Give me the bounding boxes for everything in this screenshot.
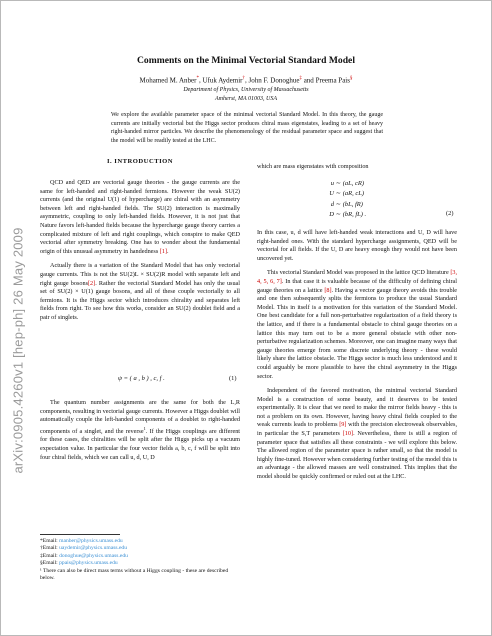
- author-separator: ,: [244, 76, 249, 85]
- equation-rhs: (bR, fL) .: [342, 210, 367, 218]
- footnote-rule: [40, 534, 120, 535]
- paragraph-text: .: [167, 247, 169, 255]
- footnote-label: †Email:: [40, 545, 60, 552]
- paragraph-text: . In that case it is valuable because of the difficulty of defining chiral gauge theories on a lattice: [257, 277, 458, 294]
- equation-row: u ∼ (aL, cR): [322, 179, 392, 189]
- affiliation-city: Amherst, MA 01003, USA: [214, 96, 278, 102]
- equation-lhs: U: [329, 190, 334, 198]
- email-link[interactable]: manber@physics.umass.edu: [59, 538, 123, 544]
- paragraph-text: Independent of the favored motivation, the minimal vectorial Standard Model is a construction of some beauty, and it deserves to be tested experimentally. It is clear that we need to make the mirror fields heavy - this is not a problem on its own. However, having heavy chiral fields coupled to the weak currents leads to problems: [257, 387, 457, 429]
- paper-title: Comments on the Minimal Vectorial Standard Model: [137, 55, 355, 66]
- paragraph: [257, 269, 457, 381]
- paragraph-text: . Rather the vectorial Standard Model has only the usual set of SU(2) × U(1) gauge bosons, and all of these couple vectorially to all fermions. It is the Higgs sector which introduces chirality and separates left fields from right. To see how this works, consider an SU(2) doublet field and a pair of singlets.: [40, 279, 241, 321]
- author-name: Mohamed M. Anber: [139, 76, 197, 85]
- footnote: [40, 545, 240, 552]
- footnote-mark[interactable]: *: [196, 76, 199, 81]
- paragraph-text: Actually there is a variation of the Standard Model that has only vectorial gauge currents. This is not the SU(2)L × SU(2)R model with separate left and right gauge bosons: [40, 262, 240, 287]
- equation-lhs: D: [329, 210, 334, 218]
- citation-link[interactable]: [8]: [324, 286, 332, 294]
- equation-row: U ∼ (aR, cL): [322, 189, 392, 199]
- right-column-body: [257, 229, 457, 482]
- footnotes: [40, 538, 240, 582]
- affiliation-department: Department of Physics, University of Massachusetts: [183, 87, 309, 93]
- paragraph-text: The quantum number assignments are the same for both the L,R components, resulting in vectorial gauge currents. However a Higgs doublet will automatically couple the left-handed components of a doublet to right-handed components of a singlet, and the reverse: [40, 399, 240, 435]
- paragraph: which are mass eigenstates with composition: [257, 163, 369, 170]
- footnote-mark[interactable]: §: [349, 76, 353, 81]
- citation-link[interactable]: [3, 4, 5, 6, 7]: [257, 269, 458, 285]
- abstract: We explore the available parameter space of the minimal vectorial Standard Model. In this theory, the gauge currents are initially vectorial but the Higgs sector produces chiral mass eigenstates, leading to a set of heavy right-handed mirror particles. We describe the phenomenology of the residual parameter space and suggest that the model will be readily tested at the LHC.: [111, 112, 383, 144]
- paragraph: [40, 262, 240, 322]
- footnote: ¹ There can also be direct mass terms without a Higgs coupling - these are described below.: [40, 567, 229, 582]
- email-link[interactable]: donoghue@physics.umass.edu: [59, 552, 128, 559]
- arxiv-stamp: [6, 200, 30, 500]
- email-link[interactable]: ppais@physics.umass.edu: [59, 560, 118, 567]
- footnote: [40, 553, 240, 560]
- equation-row: d ∼ (bL, fR): [322, 200, 392, 210]
- author-name: Preema Pais: [315, 76, 350, 85]
- equation-number: (2): [446, 210, 454, 217]
- footnote: [40, 560, 240, 567]
- paragraph-text: This vectorial Standard Model was proposed in the lattice QCD literature: [267, 269, 449, 277]
- citation-link[interactable]: [10]: [342, 430, 354, 438]
- equation-number: (1): [229, 375, 237, 382]
- paragraph-text: . Having a vector gauge theory avoids this trouble and one then subsequently splits the fermions to produce the usual Standard Model. This in itself is a motivation for this variation of the Standard Model. One best candidate for a full non-perturbative regularization of a field theory is the lattice, and if there is a fundamental obstacle to chiral gauge theories on a lattice this may turn out to be a more general obstacle with other non-perturbative regularization schemes. Moreover, one can imagine many ways that gauge theories emerge from some discrete underlying theory - these would likely share the lattice obstacle. The Higgs sector is much less understood and it could arguably be more plausible to have the chiral asymmetry in the Higgs sector.: [257, 286, 458, 380]
- footnote-mark[interactable]: †: [242, 76, 245, 81]
- author-separator: and: [301, 76, 316, 85]
- paragraph-text: . If the Higgs couplings are different for these cases, the chiralities will be split after the Higgs picks up a vacuum expectation value. In particular the four vector fields a, b, c, f will be split into four chiral fields, which we can call u, d, U, D: [40, 427, 241, 461]
- paragraph: [257, 387, 457, 482]
- author-name: Ufuk Aydemir: [202, 76, 243, 85]
- citation-link[interactable]: [1]: [159, 247, 167, 255]
- equation-rhs: (aL, cR): [342, 180, 365, 187]
- equation-2: [322, 179, 392, 220]
- equation-lhs: u: [330, 180, 334, 187]
- author-list: [0, 76, 492, 84]
- equation-rhs: (aR, cL): [342, 190, 365, 198]
- paragraph: In this case, u, d will have left-handed weak interactions and U, D will have right-handed ones. With the standard hypercharge assignments, QED will be vectorial for all fields. If the U, D are heavy enough they would not have been uncovered yet.: [257, 229, 457, 262]
- equation-lhs: d: [330, 200, 334, 208]
- paragraph: [40, 399, 240, 462]
- right-column-intro: [257, 163, 457, 172]
- footnote-label: §Email:: [40, 560, 60, 567]
- paragraph: [40, 179, 240, 256]
- equation-rhs: (bL, fR): [342, 200, 363, 208]
- paragraph-text: QCD and QED are vectorial gauge theories - the gauge currents are the same for left-handed and right-handed fermions. However the weak SU(2) currents (and the original U(1) of hypercharge) are chiral with an asymmetry between left and right-handed fields. The SU(2) interaction is maximally asymmetric, coupling to only left-handed fields. However, it is not just that Nature favors left-handed fields because the hypercharge gauge theory carries a complicated mixture of left and right couplings, which conspire to make QED vectorial after symmetry breaking. One has to wonder about the fundamental origin of this unusual asymmetry in handedness: [40, 179, 240, 255]
- footnote-mark[interactable]: 1: [143, 425, 146, 431]
- footnote-label: ‡Email:: [40, 552, 60, 559]
- email-link[interactable]: uaydemir@physics.umass.edu: [59, 545, 128, 552]
- section-heading: I. INTRODUCTION: [106, 158, 174, 165]
- left-column-lower: [40, 399, 240, 462]
- footnote: [40, 538, 240, 545]
- author-name: John F. Donoghue: [248, 76, 300, 85]
- equation-1: ψ = ( a , b ) , c, f .: [118, 375, 165, 382]
- citation-link[interactable]: [9]: [339, 421, 347, 429]
- author-separator: ,: [198, 76, 203, 85]
- footnote-label: *Email:: [40, 538, 60, 544]
- paragraph-text: . Nevertheless, there is still a region of parameter space that satisfies all these constraints - we will explore this below. The allowed region of the parameter space is rather small, so that the model is highly fine-tuned. However when considering further testing of the model this is an advantage - the allowed masses are well constrained. This implies that the model should be quickly confirmed or ruled out at the LHC.: [257, 430, 458, 481]
- arxiv-identifier: arXiv:0905.4260v1 [hep-ph] 26 May 2009: [10, 226, 26, 474]
- left-column-upper: [40, 179, 240, 323]
- citation-link[interactable]: [2]: [88, 279, 96, 287]
- paragraph-text: with the precision electroweak observables, in particular the S,T parameters: [257, 421, 457, 438]
- footnote-mark[interactable]: ‡: [299, 76, 302, 81]
- equation-row: D ∼ (bR, fL) .: [322, 210, 392, 220]
